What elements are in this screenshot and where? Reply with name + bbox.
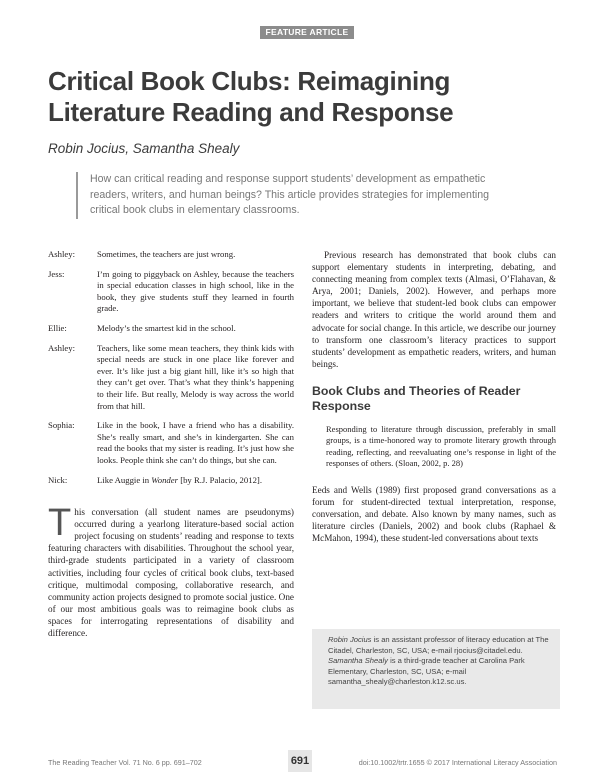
dialogue-line [48,420,294,466]
dialogue-line [48,343,294,413]
speaker: Ashley: [48,342,76,353]
feature-article-banner: FEATURE ARTICLE [260,26,354,39]
speaker: Ashley: [48,249,76,259]
author-name: Robin Jocius [328,635,372,644]
page-number: 691 [288,750,312,772]
doi-copyright: doi:10.1002/trtr.1655 © 2017 International Literacy Association [358,758,557,767]
book-title: Wonder [151,474,179,485]
author-bio-text: is a third-grade teacher at Carolina Park Elementary, Charleston, SC, USA; e-mail samantha_shealy@charleston.k12.sc.us. [328,656,525,687]
abstract: How can critical reading and response support students’ development as empathetic readers, writers, and human beings? This article provides strategies for implementing critical book clubs in elementary classrooms. [76,172,510,219]
intro-text: his conversation (all student names are pseudonyms) occurred during a yearlong literature-based social action project focusing on students’ reading and response to texts featuring characters with disabilities. Throughout the school year, third-grade students participated in a variety of classroom activities, including four cycles of critical book clubs, text-based critique, multimodal composing, collaborative research, and community action projects designed to promote social justice. One of our most ambitious goals was to reimagine book clubs as spaces for interrogating representations of disability and difference. [48,507,294,639]
article-title: Critical Book Clubs: Reimagining Literature Reading and Response [48,66,454,127]
speaker: Sophia: [48,420,75,431]
journal-info: The Reading Teacher Vol. 71 No. 6 pp. 691–702 [48,758,202,767]
body-paragraph: Eeds and Wells (1989) first proposed grand conversations as a forum for student-directed textual interpretation, response, conversation, and debate. Also known by many names, such as literature circles (Daniels, 2002) and book clubs (Raphael & McMahon, 1994), these student-led conversations about texts [312,484,556,543]
left-column [48,249,294,639]
utterance-pre: Like Auggie in [97,474,152,485]
page-footer [0,750,603,774]
author-bio-2 [328,656,550,688]
utterance-post: [by R.J. Palacio, 2012]. [178,474,262,485]
utterance: Teachers, like some mean teachers, they think kids with special needs are stuck in one place like forever and ever. It’s like just a big giant hill, like it’s so high that they can’t get over. That’s what they think’s happening to their life. But really, Melody is way across the world from that hill. [97,342,294,411]
dialogue-line [48,269,294,315]
speaker: Nick: [48,474,68,485]
author-bio-text: is an assistant professor of literacy education at The Citadel, Charleston, SC, USA; e-mail rjocius@citadel.edu. [328,635,549,655]
dialogue-line [48,323,294,335]
intro-paragraph [48,502,294,639]
right-column [312,249,556,544]
speaker: Ellie: [48,322,67,333]
drop-cap: T [48,502,72,545]
utterance: Sometimes, the teachers are just wrong. [97,249,236,259]
section-heading: Book Clubs and Theories of Reader Response [312,383,521,413]
utterance: Like in the book, I have a friend who has a disability. She’s really smart, and she’s in kindergarten. She can read the books that my sister is reading. It’s just how she looks. People think she can’t do things, but she can. [97,420,294,465]
body-paragraph: Previous research has demonstrated that book clubs can support elementary students in interpreting, debating, and connecting meaning from complex texts (Almasi, O’Flahavan, & Arya, 2001; Daniels, 2002). However, and perhaps more important, we believe that student-led book clubs can empower readers and writers to critique the world around them and advocate for social change. In this article, we describe our journey to transform one classroom’s literacy practices to support students’ development as empathetic readers, writers, and human beings. [312,250,556,369]
utterance: I’m going to piggyback on Ashley, because the teachers in special education classes in high school, like in the book, they give students stuff they learned in fourth grade. [97,268,294,314]
author-name: Samantha Shealy [328,656,388,666]
authors: Robin Jocius, Samantha Shealy [48,141,240,156]
utterance: Melody’s the smartest kid in the school. [97,322,236,333]
dialogue-line [48,475,294,487]
dialogue-line [48,249,294,261]
block-quote: Responding to literature through discussion, preferably in small groups, is a time-honored way to promote literary growth through reading, reflecting, and reevaluating one’s response in light of the responses of others. (Sloan, 2002, p. 28) [326,423,556,469]
author-bio-box [312,629,560,709]
speaker: Jess: [48,268,65,279]
author-bio-1 [328,635,550,656]
utterance [97,475,294,487]
